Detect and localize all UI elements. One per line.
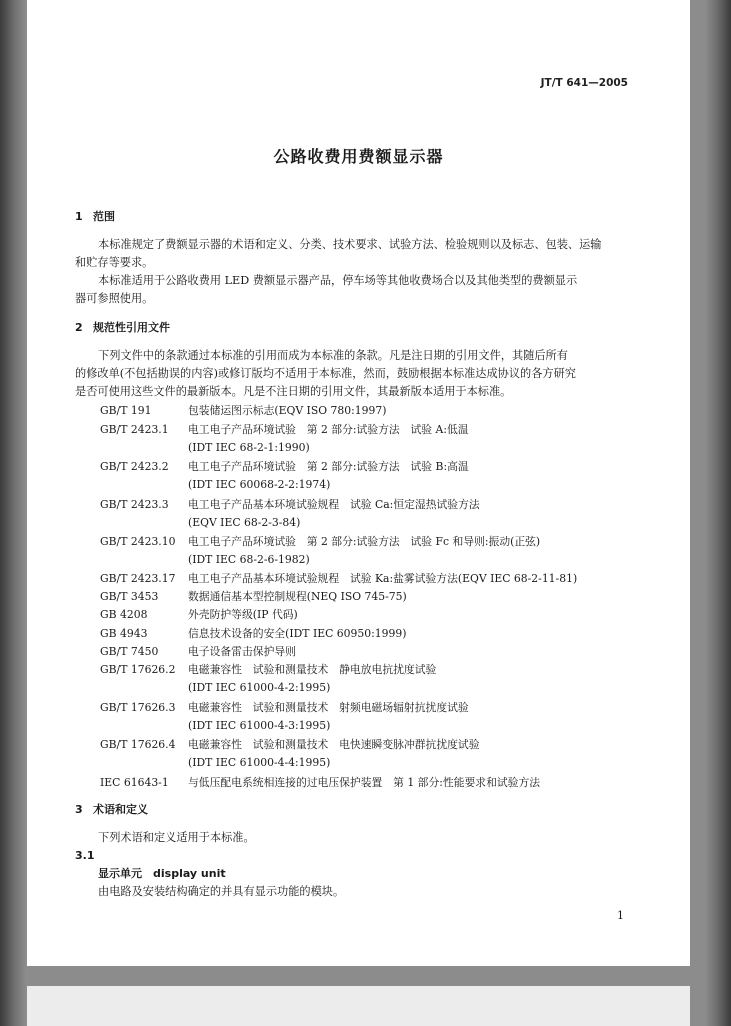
clause-number: 3.1 [75, 849, 95, 862]
reference-title: 电磁兼容性 试验和测量技术 电快速瞬变脉冲群抗扰度试验 [188, 738, 480, 751]
reference-code: IEC 61643-1 [100, 776, 169, 789]
reference-equivalence: (IDT IEC 68-2-1:1990) [188, 441, 310, 454]
page-number: 1 [617, 909, 624, 922]
section-3-heading [75, 802, 148, 817]
section-number: 2 [75, 321, 83, 334]
reference-title: 电磁兼容性 试验和测量技术 射频电磁场辐射抗扰度试验 [188, 701, 469, 714]
reference-equivalence: (IDT IEC 61000-4-3:1995) [188, 719, 331, 732]
reference-title: 外壳防护等级(IP 代码) [188, 608, 298, 621]
paragraph-line: 是否可使用这些文件的最新版本。凡是不注日期的引用文件，其最新版本适用于本标准。 [75, 385, 512, 398]
section-title: 范围 [93, 210, 115, 223]
reference-code: GB 4943 [100, 627, 148, 640]
paragraph-line: 下列文件中的条款通过本标准的引用而成为本标准的条款。凡是注日期的引用文件，其随后所有 [98, 349, 568, 362]
next-page-edge [27, 986, 690, 1026]
reference-title: 电工电子产品环境试验 第 2 部分:试验方法 试验 B:高温 [188, 460, 469, 473]
section-2-heading [75, 320, 170, 335]
term-definition: 由电路及安装结构确定的并具有显示功能的模块。 [98, 885, 345, 898]
paragraph-line: 和贮存等要求。 [75, 256, 154, 269]
reference-code: GB/T 7450 [100, 645, 159, 658]
reference-code: GB/T 2423.17 [100, 572, 176, 585]
reference-title: 电工电子产品环境试验 第 2 部分:试验方法 试验 Fc 和导则:振动(正弦) [188, 535, 541, 548]
standard-code: JT/T 641—2005 [540, 77, 628, 89]
reference-code: GB/T 191 [100, 404, 152, 417]
reference-code: GB/T 2423.3 [100, 498, 169, 511]
paragraph-line: 本标准规定了费额显示器的术语和定义、分类、技术要求、试验方法、检验规则以及标志、包装、运输 [98, 238, 602, 251]
reference-code: GB/T 3453 [100, 590, 159, 603]
section-number: 1 [75, 210, 83, 223]
document-title: 公路收费用费额显示器 [273, 147, 444, 166]
reference-equivalence: (EQV IEC 68-2-3-84) [188, 516, 301, 529]
reference-title: 电子设备雷击保护导则 [188, 645, 296, 658]
reference-title: 与低压配电系统相连接的过电压保护装置 第 1 部分:性能要求和试验方法 [188, 776, 541, 789]
reference-equivalence: (IDT IEC 60068-2-2:1974) [188, 478, 331, 491]
reference-title: 电工电子产品环境试验 第 2 部分:试验方法 试验 A:低温 [188, 423, 469, 436]
paragraph-line: 器可参照使用。 [75, 292, 154, 305]
reference-code: GB/T 2423.2 [100, 460, 169, 473]
reference-title: 电工电子产品基本环境试验规程 试验 Ka:盐雾试验方法(EQV IEC 68-2-11-81) [188, 572, 578, 585]
reference-title: 数据通信基本型控制规程(NEQ ISO 745-75) [188, 590, 407, 603]
reference-code: GB/T 17626.4 [100, 738, 176, 751]
paragraph-line: 的修改单(不包括勘误的内容)或修订版均不适用于本标准，然而，鼓励根据本标准达成协议的各方研究 [75, 367, 576, 380]
reference-title: 电磁兼容性 试验和测量技术 静电放电抗扰度试验 [188, 663, 437, 676]
reference-code: GB/T 17626.2 [100, 663, 176, 676]
section-title: 规范性引用文件 [93, 321, 170, 334]
document-page [27, 0, 690, 966]
reference-code: GB/T 2423.10 [100, 535, 176, 548]
section-number: 3 [75, 803, 83, 816]
paragraph-line: 下列术语和定义适用于本标准。 [98, 831, 255, 844]
paragraph-line: 本标准适用于公路收费用 LED 费额显示器产品，停车场等其他收费场合以及其他类型的费额显示 [98, 274, 578, 287]
reference-title: 电工电子产品基本环境试验规程 试验 Ca:恒定湿热试验方法 [188, 498, 480, 511]
reference-code: GB/T 17626.3 [100, 701, 176, 714]
reference-equivalence: (IDT IEC 61000-4-4:1995) [188, 756, 331, 769]
reference-equivalence: (IDT IEC 68-2-6-1982) [188, 553, 310, 566]
reference-code: GB/T 2423.1 [100, 423, 169, 436]
term-heading: 显示单元 display unit [98, 867, 226, 880]
reference-title: 包装储运图示标志(EQV ISO 780:1997) [188, 404, 387, 417]
reference-equivalence: (IDT IEC 61000-4-2:1995) [188, 681, 331, 694]
section-1-heading [75, 209, 115, 224]
reference-code: GB 4208 [100, 608, 148, 621]
reference-title: 信息技术设备的安全(IDT IEC 60950:1999) [188, 627, 407, 640]
section-title: 术语和定义 [93, 803, 148, 816]
